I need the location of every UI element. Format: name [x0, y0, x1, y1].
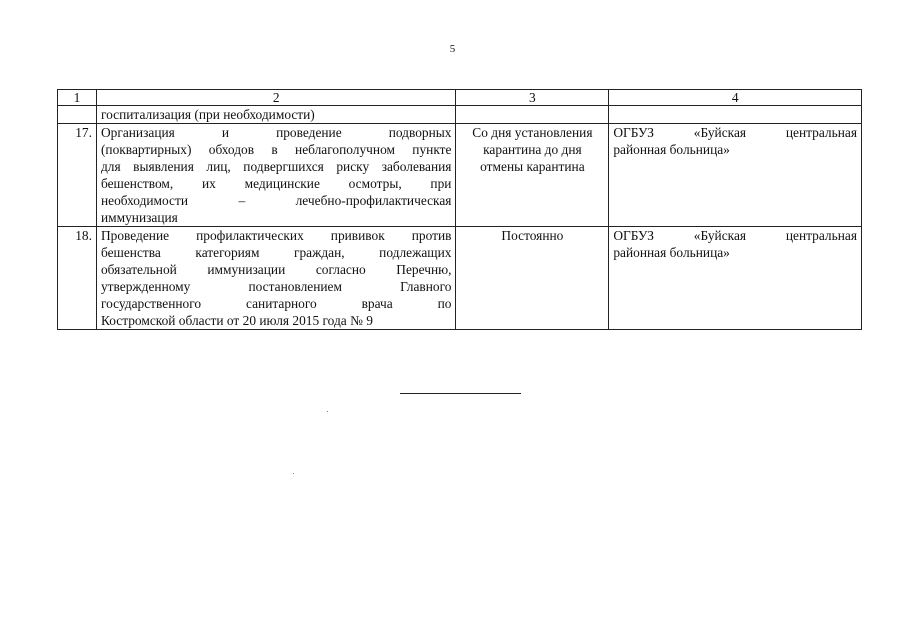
table-row: [58, 124, 862, 227]
description-line: Проведение профилактических прививок против: [100, 228, 452, 243]
executor-line: ОГБУЗ «Буйская центральная: [613, 228, 857, 243]
description-line: (поквартирных) обходов в неблагополучном пункте: [100, 142, 452, 157]
column-header-3: 3: [456, 90, 609, 106]
column-header-2: 2: [96, 90, 456, 106]
scan-speck: [293, 473, 294, 474]
measure-executor: [609, 227, 862, 330]
description-line: Костромской области от 20 июля 2015 года № 9: [100, 313, 373, 328]
end-of-document-rule: [400, 393, 521, 394]
scan-speck: [327, 411, 328, 412]
executor-line: ОГБУЗ «Буйская центральная: [613, 125, 857, 140]
description-line: государственного санитарного врача по: [100, 296, 452, 311]
description-line: иммунизация: [100, 210, 178, 225]
page-number: 5: [449, 43, 456, 55]
continuation-term-cell: [456, 106, 609, 124]
table-row: [58, 227, 862, 330]
row-number: 18.: [58, 227, 97, 330]
measure-executor: [609, 124, 862, 227]
description-line: необходимости – лечебно-профилактическая: [100, 193, 452, 208]
measure-term: [456, 227, 609, 330]
column-header-4: 4: [609, 90, 862, 106]
description-line: бешенства категориям граждан, подлежащих: [100, 245, 452, 260]
term-line: отмены карантина: [480, 159, 585, 174]
measure-description: [96, 124, 456, 227]
continuation-text: госпитализация (при необходимости): [96, 106, 456, 124]
continuation-exec-cell: [609, 106, 862, 124]
continuation-num-cell: [58, 106, 97, 124]
continuation-row: [58, 106, 862, 124]
measure-term: [456, 124, 609, 227]
term-line: Со дня установления: [472, 125, 593, 140]
executor-line: районная больница»: [613, 245, 730, 260]
measure-description: [96, 227, 456, 330]
description-line: бешенством, их медицинские осмотры, при: [100, 176, 452, 191]
description-line: для выявления лиц, подвергшихся риску заболевания: [100, 159, 452, 174]
term-line: Постоянно: [501, 228, 564, 243]
row-number: 17.: [58, 124, 97, 227]
measures-table: [57, 89, 862, 330]
executor-line: районная больница»: [613, 142, 730, 157]
description-line: утвержденному постановлением Главного: [100, 279, 452, 294]
column-header-1: 1: [58, 90, 97, 106]
table-header-row: [58, 90, 862, 106]
term-line: карантина до дня: [483, 142, 582, 157]
description-line: обязательной иммунизации согласно Перечню,: [100, 262, 452, 277]
description-line: Организация и проведение подворных: [100, 125, 452, 140]
